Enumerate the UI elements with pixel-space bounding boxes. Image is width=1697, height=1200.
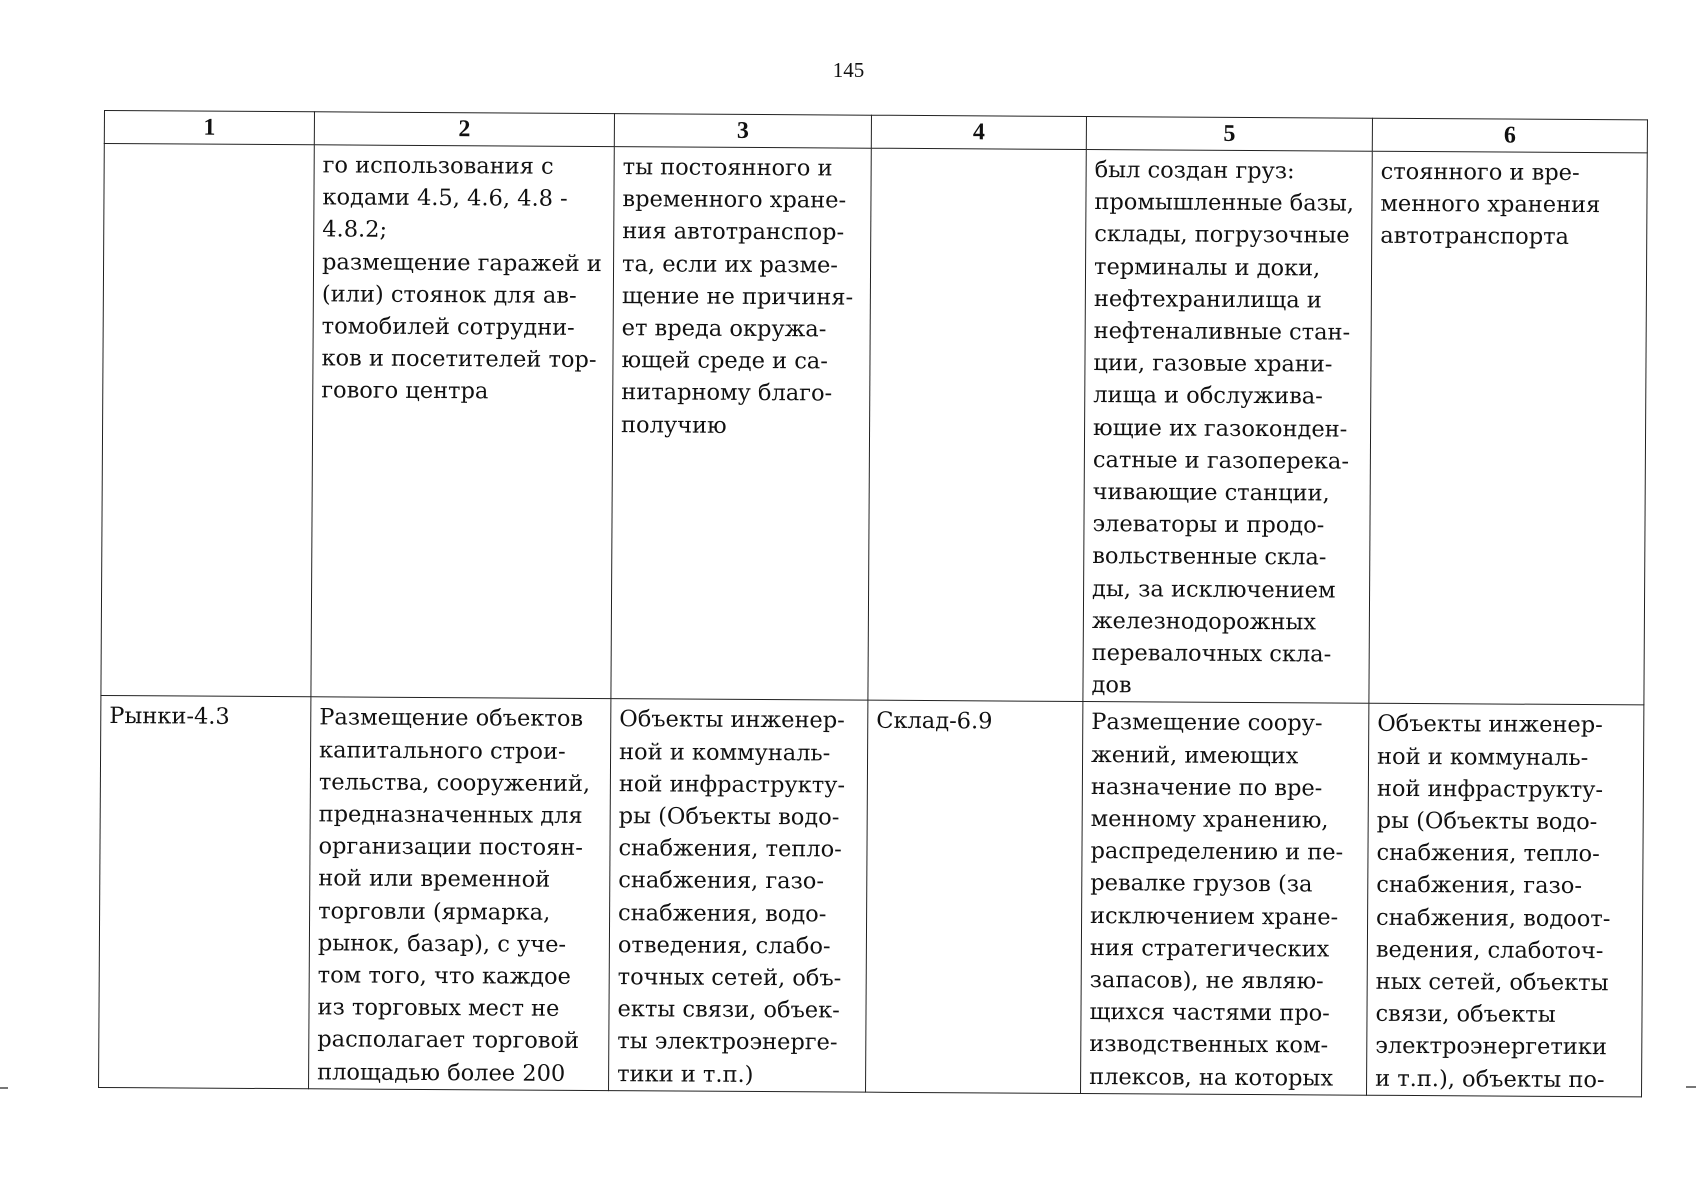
cell-text-line: щихся частями про- [1089,999,1330,1027]
cell-text-line: снабжения, газо- [618,867,825,895]
cell-text-line: вольственные скла- [1092,543,1327,571]
cell-text-line: нефтеналивные стан- [1093,318,1351,346]
cell-text-line: том того, что каждое [317,962,571,990]
cell-text-line: снабжения, водо- [618,899,827,928]
cell-text-line: запасов), не являю- [1089,967,1324,995]
cell-text-line: ков и посетителей тор- [321,345,597,374]
table-row [101,144,1647,706]
table-cell [1083,150,1372,704]
cell-text-line: назначение по вре- [1090,773,1323,802]
cell-text-line: промышленные базы, [1094,189,1355,217]
cell-text-line: ния стратегических [1089,934,1330,963]
cell-text-line: изводственных ком- [1089,1031,1329,1059]
cell-text-line: из торговых мест не [317,994,560,1023]
table-cell [99,696,311,1089]
cell-text-line: тельства, сооружений, [318,769,591,797]
cell-text-line: плексов, на которых [1089,1063,1334,1092]
cell-text-line: предназначенных для [318,801,583,829]
table-cell [868,148,1086,702]
cell-text-line: распределению и пе- [1090,838,1344,866]
cell-text-line: Объекты инженер- [619,706,845,734]
cell-text-line: временного хране- [622,186,847,214]
cell-text-line: железнодорожных [1091,607,1317,636]
column-header-2: 2 [314,112,614,147]
cell-text-line: электроэнергетики [1375,1033,1607,1061]
cell-text-line: автотранспорта [1380,223,1570,251]
cell-text-line: кодами 4.5, 4.6, 4.8 - [322,184,568,213]
column-header-5: 5 [1086,117,1372,152]
cell-text-line: гового центра [321,377,489,405]
cell-text-line: торговли (ярмарка, [318,897,551,926]
cell-text-line: лища и обслужива- [1093,382,1323,410]
cell-text-line: размещение гаражей и [321,248,602,277]
cell-text-line: щение не причиня- [621,282,854,311]
cell-text-line: был создан груз: [1094,157,1295,185]
cell-text-line: дов [1091,672,1132,699]
column-header-1: 1 [104,111,314,145]
cell-text-line: го использования с [322,152,554,180]
cell-text-line: ных сетей, объекты [1375,968,1609,997]
cell-text-line: ведения, слаботоч- [1375,936,1604,965]
cell-text-line: менному хранению, [1090,806,1329,834]
cell-text-line: площадью более 200 [317,1059,566,1087]
cell-text-line: нитарному благо- [621,379,833,407]
cell-text-line: Объекты инженер- [1377,711,1603,739]
cell-text-line: томобилей сотрудни- [321,313,575,341]
table-cell [1367,704,1644,1097]
cell-text-line: рынок, базар), с уче- [317,930,567,958]
cell-text-line: ры (Объекты водо- [618,803,840,831]
column-header-4: 4 [871,115,1086,149]
table-cell [866,701,1083,1094]
cell-text-line: ды, за исключением [1092,575,1336,604]
cell-text-line: та, если их разме- [621,250,839,279]
cell-text-line: терминалы и доки, [1093,253,1321,282]
cell-text-line: точных сетей, объ- [617,964,842,992]
cell-text-line: менного хранения [1380,191,1601,219]
cell-text-line: ющей среде и са- [621,347,828,375]
cell-text-line: 4.8.2; [322,216,388,244]
cell-text-line: ты электроэнерге- [617,1028,838,1056]
cell-text-line: снабжения, газо- [1376,872,1583,900]
table-cell [611,147,871,701]
cell-text-line: нефтехранилища и [1093,285,1322,314]
cell-text-line: чивающие станции, [1092,479,1330,507]
cell-text-line: Размещение объектов [319,704,584,733]
cell-text-line: ной инфраструкту- [1376,775,1604,804]
cell-text-line: получию [621,411,727,439]
cell-text-line: Рынки-4.3 [109,703,230,731]
cell-text-line: связи, объекты [1375,1001,1556,1029]
page-number: 145 [832,58,865,82]
cell-text-line: ры (Объекты водо- [1376,807,1598,836]
scan-edge-mark-left [0,1087,8,1089]
cell-text-line: и т.п.), объекты по- [1375,1065,1605,1093]
cell-text-line: жений, имеющих [1091,741,1299,769]
cell-text-line: ной или временной [318,865,551,894]
cell-text-line: ции, газовые храни- [1093,350,1333,378]
table-cell [309,697,611,1090]
cell-text-line: склады, погрузочные [1094,221,1350,250]
cell-text-line: ной инфраструкту- [618,771,846,799]
land-use-table [98,110,1648,1097]
table-cell [609,699,868,1092]
cell-text-line: ной и коммуналь- [619,738,831,767]
table-cell [311,145,614,699]
cell-text-line: екты связи, объек- [617,996,840,1024]
column-header-3: 3 [614,114,871,149]
column-header-6: 6 [1372,118,1647,153]
cell-text-line: Размещение соору- [1091,709,1323,737]
cell-text-line: (или) стоянок для ав- [321,281,577,309]
cell-text-line: организации постоян- [318,833,583,862]
cell-text-line: стоянного и вре- [1380,158,1580,187]
table-cell [101,144,314,698]
table-cell [1369,151,1647,705]
cell-text-line: ет вреда окружа- [621,315,827,343]
cell-text-line: исключением хране- [1090,902,1339,931]
cell-text-line: ревалке грузов (за [1090,870,1313,898]
cell-text-line: перевалочных скла- [1091,640,1332,668]
table-cell [1081,702,1369,1095]
cell-text-line: элеваторы и продо- [1092,511,1325,539]
cell-text-line: ной и коммуналь- [1376,743,1589,771]
cell-text-line: располагает торговой [317,1026,580,1055]
cell-text-line: сатные и газоперека- [1092,446,1350,475]
cell-text-line: ющие их газоконден- [1092,414,1348,443]
cell-text-line: капитального строи- [319,736,566,765]
table-row [99,696,1644,1097]
cell-text-line: тики и т.п.) [617,1060,754,1088]
cell-text-line: ния автотранспор- [622,218,845,246]
cell-text-line: отведения, слабо- [617,932,831,960]
cell-text-line: снабжения, тепло- [618,835,842,863]
cell-text-line: снабжения, тепло- [1376,840,1600,868]
cell-text-line: ты постоянного и [622,154,833,182]
scan-edge-mark-right [1686,1086,1696,1088]
cell-text-line: Склад-6.9 [876,708,993,735]
cell-text-line: снабжения, водоот- [1376,904,1611,932]
